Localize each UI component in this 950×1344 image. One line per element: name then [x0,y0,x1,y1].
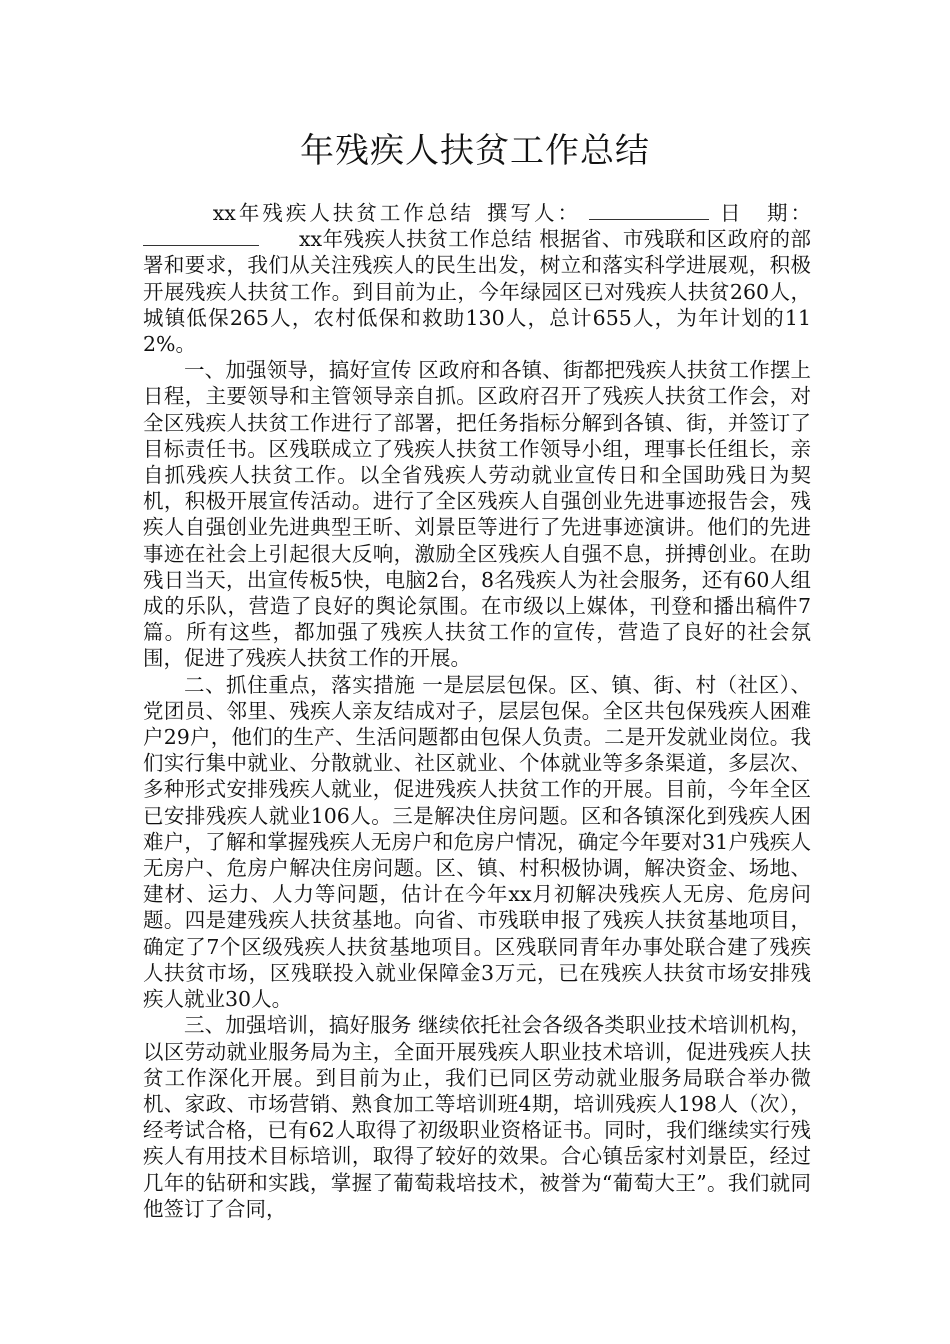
header-doc-name: xx年残疾人扶贫工作总结 [212,201,474,225]
paragraph-section-2: 二、抓住重点，落实措施 一是层层包保。区、镇、街、村（社区）、党团员、邻里、残疾人亲友结成对子，层层包保。全区共包保残疾人困难户29户，他们的生产、生活问题都由包保人负责。二是开发就业岗位。我们实行集中就业、分散就业、社区就业、个体就业等多条渠道，多层次、多种形式安排残疾人就业，促进残疾人扶贫工作的开展。目前，今年全区已安排残疾人就业106人。三是解决住房问题。区和各镇深化到残疾人困难户，了解和掌握残疾人无房户和危房户情况，确定今年要对31户残疾人无房户、危房户解决住房问题。区、镇、村积极协调，解决资金、场地、建材、运力、人力等问题，估计在今年xx月初解决残疾人无房、危房问题。四是建残疾人扶贫基地。向省、市残联申报了残疾人扶贫基地项目，确定了7个区级残疾人扶贫基地项目。区残联同青年办事处联合建了残疾人扶贫市场，区残联投入就业保障金3万元，已在残疾人扶贫市场安排残疾人就业30人。 [143,672,811,1012]
date-label: 日 期： [716,201,812,225]
paragraph-section-1: 一、加强领导，搞好宣传 区政府和各镇、街都把残疾人扶贫工作摆上日程，主要领导和主管领导亲自抓。区政府召开了残疾人扶贫工作会，对全区残疾人扶贫工作进行了部署，把任务指标分解到各镇、街，并签订了目标责任书。区残联成立了残疾人扶贫工作领导小组，理事长任组长，亲自抓残疾人扶贫工作。以全省残疾人劳动就业宣传日和全国助残日为契机，积极开展宣传活动。进行了全区残疾人自强创业先进事迹报告会，残疾人自强创业先进典型王昕、刘景臣等进行了先进事迹演讲。他们的先进事迹在社会上引起很大反响，激励全区残疾人自强不息，拼搏创业。在助残日当天，出宣传板5快，电脑2台，8名残疾人为社会服务，还有60人组成的乐队，营造了良好的舆论氛围。在市级以上媒体，刊登和播出稿件7篇。所有这些，都加强了残疾人扶贫工作的宣传，营造了良好的社会氛围，促进了残疾人扶贫工作的开展。 [143,358,811,671]
header-line [143,200,811,357]
date-blank [143,227,259,246]
paragraph-section-3: 三、加强培训，搞好服务 继续依托社会各级各类职业技术培训机构，以区劳动就业服务局为主，全面开展残疾人职业技术培训，促进残疾人扶贫工作深化开展。到目前为止，我们已同区劳动就业服务局联合举办微机、家政、市场营销、熟食加工等培训班4期，培训残疾人198人（次），经考试合格，已有62人取得了初级职业资格证书。同时，我们继续实行残疾人有用技术目标培训，取得了较好的效果。合心镇岳家村刘景臣，经过几年的钻研和实践，掌握了葡萄栽培技术，被誉为“葡萄大王”。我们就同他签订了合同， [143,1013,811,1221]
author-label: 撰写人： [483,201,581,225]
document-body [143,200,811,1222]
author-blank [589,201,709,220]
document-title: 年残疾人扶贫工作总结 [300,131,650,171]
paragraph-intro: xx年残疾人扶贫工作总结 根据省、市残联和区政府的部署和要求，我们从关注残疾人的民生出发，树立和落实科学进展观，积极开展残疾人扶贫工作。到目前为止，今年绿园区已对残疾人扶贫260人，城镇低保265人，农村低保和救助130人，总计655人，为年计划的112%。 [143,227,811,357]
